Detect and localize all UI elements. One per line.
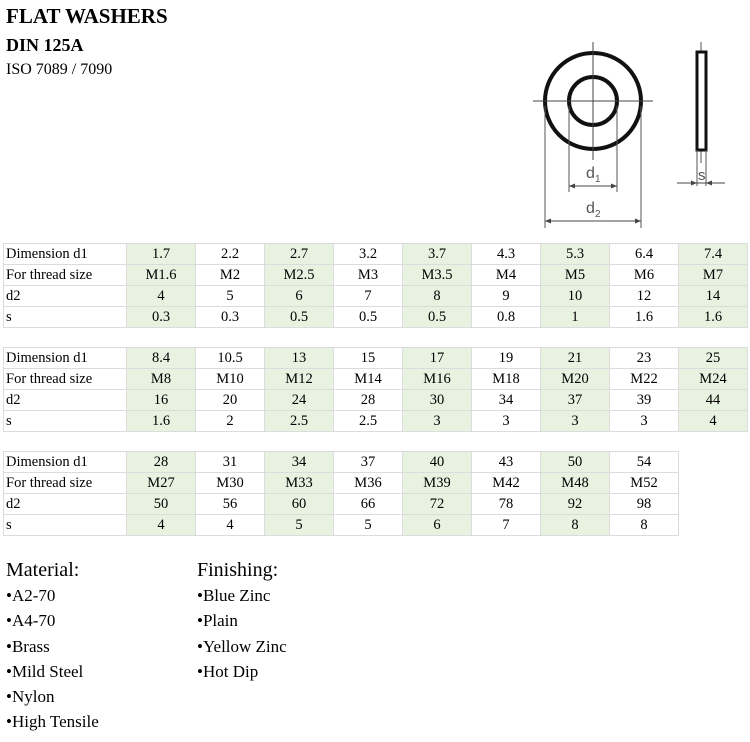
table-cell: 7: [334, 286, 403, 307]
table-cell: 54: [610, 452, 679, 473]
material-section: [6, 557, 99, 735]
row-label: Dimension d1: [4, 348, 127, 369]
table-row-thread-size: [4, 369, 748, 390]
table-row-d2: [4, 286, 748, 307]
d1-label: d: [586, 165, 595, 182]
list-item: • Nylon: [6, 684, 99, 709]
d1-subscript: 1: [595, 174, 601, 185]
table-cell: 66: [334, 494, 403, 515]
table-cell: 7.4: [679, 244, 748, 265]
table-cell: M39: [403, 473, 472, 494]
table-cell: 60: [265, 494, 334, 515]
table-cell: 4.3: [472, 244, 541, 265]
washer-diagram: [525, 38, 735, 228]
table-cell: 6: [403, 515, 472, 536]
size-table-1: [3, 243, 748, 328]
washer-side-view: [677, 42, 725, 186]
table-row-d2: [4, 494, 679, 515]
table-cell: M2: [196, 265, 265, 286]
s-label: s: [698, 167, 706, 184]
list-item: • Brass: [6, 634, 99, 659]
table-cell: 25: [679, 348, 748, 369]
table-cell: 20: [196, 390, 265, 411]
table-cell: 2.7: [265, 244, 334, 265]
table-cell: 21: [541, 348, 610, 369]
table-cell: 0.5: [403, 307, 472, 328]
table-cell: 6.4: [610, 244, 679, 265]
finishing-list: [197, 583, 287, 684]
table-cell: M4: [472, 265, 541, 286]
table-cell: 34: [265, 452, 334, 473]
table-row-thread-size: [4, 473, 679, 494]
list-item: • Plain: [197, 608, 287, 633]
row-label: Dimension d1: [4, 244, 127, 265]
table-cell: M8: [127, 369, 196, 390]
list-item: • Mild Steel: [6, 659, 99, 684]
table-cell: M24: [679, 369, 748, 390]
table-cell: 4: [196, 515, 265, 536]
table-cell: 15: [334, 348, 403, 369]
table-cell: 50: [541, 452, 610, 473]
table-cell: 3: [541, 411, 610, 432]
finishing-heading: Finishing:: [197, 559, 279, 581]
table-cell: M36: [334, 473, 403, 494]
table-cell: 8: [541, 515, 610, 536]
row-label: s: [4, 307, 127, 328]
size-table-3: [3, 451, 679, 536]
table-cell: 2.5: [334, 411, 403, 432]
table-cell: 72: [403, 494, 472, 515]
table-cell: M48: [541, 473, 610, 494]
table-cell: M7: [679, 265, 748, 286]
table-cell: M30: [196, 473, 265, 494]
table-cell: 0.8: [472, 307, 541, 328]
table-cell: 3: [403, 411, 472, 432]
table-cell: M22: [610, 369, 679, 390]
row-label: s: [4, 515, 127, 536]
table-cell: 31: [196, 452, 265, 473]
table-cell: 8: [610, 515, 679, 536]
table-cell: M14: [334, 369, 403, 390]
table-cell: 50: [127, 494, 196, 515]
table-cell: 14: [679, 286, 748, 307]
table-cell: 2: [196, 411, 265, 432]
table-row-s: [4, 411, 748, 432]
table-cell: 2.2: [196, 244, 265, 265]
standard-iso: ISO 7089 / 7090: [6, 61, 113, 78]
table-cell: 8.4: [127, 348, 196, 369]
table-cell: 5: [334, 515, 403, 536]
finishing-section: [197, 557, 287, 684]
table-cell: 6: [265, 286, 334, 307]
table-cell: 13: [265, 348, 334, 369]
table-cell: 5: [265, 515, 334, 536]
table-cell: 43: [472, 452, 541, 473]
table-cell: 44: [679, 390, 748, 411]
table-cell: M2.5: [265, 265, 334, 286]
list-item: • High Tensile: [6, 709, 99, 734]
table-cell: 37: [334, 452, 403, 473]
table-cell: 2.5: [265, 411, 334, 432]
material-heading: Material:: [6, 559, 80, 581]
table-cell: 1.6: [679, 307, 748, 328]
table-row-dimension-d1: [4, 244, 748, 265]
table-cell: M18: [472, 369, 541, 390]
table-cell: 24: [265, 390, 334, 411]
table-cell: M33: [265, 473, 334, 494]
list-item: • A2-70: [6, 583, 99, 608]
table-cell: 30: [403, 390, 472, 411]
table-cell: M6: [610, 265, 679, 286]
table-cell: 5: [196, 286, 265, 307]
table-cell: 28: [127, 452, 196, 473]
table-cell: 92: [541, 494, 610, 515]
table-cell: 17: [403, 348, 472, 369]
standard-din: DIN 125A: [6, 35, 84, 55]
table-cell: M3: [334, 265, 403, 286]
table-cell: M5: [541, 265, 610, 286]
table-cell: 0.5: [265, 307, 334, 328]
d2-label: d: [586, 200, 595, 217]
table-cell: 0.5: [334, 307, 403, 328]
table-cell: 23: [610, 348, 679, 369]
table-cell: M3.5: [403, 265, 472, 286]
table-cell: 40: [403, 452, 472, 473]
table-cell: 98: [610, 494, 679, 515]
row-label: For thread size: [4, 473, 127, 494]
table-cell: M10: [196, 369, 265, 390]
table-cell: 10: [541, 286, 610, 307]
table-cell: 5.3: [541, 244, 610, 265]
row-label: For thread size: [4, 265, 127, 286]
table-cell: 3.7: [403, 244, 472, 265]
table-row-d2: [4, 390, 748, 411]
table-cell: 3: [610, 411, 679, 432]
table-cell: 56: [196, 494, 265, 515]
table-cell: M20: [541, 369, 610, 390]
table-cell: M12: [265, 369, 334, 390]
table-row-s: [4, 515, 679, 536]
table-cell: 1.6: [127, 411, 196, 432]
page-title: FLAT WASHERS: [6, 4, 168, 28]
table-cell: M52: [610, 473, 679, 494]
row-label: Dimension d1: [4, 452, 127, 473]
size-table-2: [3, 347, 748, 432]
table-cell: 0.3: [196, 307, 265, 328]
d2-subscript: 2: [595, 209, 601, 220]
table-cell: 4: [127, 286, 196, 307]
table-cell: M1.6: [127, 265, 196, 286]
row-label: d2: [4, 494, 127, 515]
table-cell: 12: [610, 286, 679, 307]
table-cell: 37: [541, 390, 610, 411]
list-item: • Hot Dip: [197, 659, 287, 684]
table-cell: M42: [472, 473, 541, 494]
table-cell: 39: [610, 390, 679, 411]
table-row-thread-size: [4, 265, 748, 286]
table-cell: 4: [679, 411, 748, 432]
table-cell: 16: [127, 390, 196, 411]
table-cell: M16: [403, 369, 472, 390]
table-row-dimension-d1: [4, 452, 679, 473]
table-cell: 19: [472, 348, 541, 369]
table-row-dimension-d1: [4, 348, 748, 369]
list-item: • A4-70: [6, 608, 99, 633]
table-cell: 3.2: [334, 244, 403, 265]
list-item: • Blue Zinc: [197, 583, 287, 608]
table-cell: 34: [472, 390, 541, 411]
table-cell: 8: [403, 286, 472, 307]
table-cell: 1.7: [127, 244, 196, 265]
table-cell: 78: [472, 494, 541, 515]
row-label: s: [4, 411, 127, 432]
table-cell: 9: [472, 286, 541, 307]
table-cell: 7: [472, 515, 541, 536]
table-cell: 10.5: [196, 348, 265, 369]
table-cell: 1: [541, 307, 610, 328]
table-cell: M27: [127, 473, 196, 494]
material-list: [6, 583, 99, 735]
row-label: d2: [4, 286, 127, 307]
table-cell: 4: [127, 515, 196, 536]
row-label: For thread size: [4, 369, 127, 390]
table-cell: 28: [334, 390, 403, 411]
table-row-s: [4, 307, 748, 328]
row-label: d2: [4, 390, 127, 411]
list-item: • Yellow Zinc: [197, 634, 287, 659]
table-cell: 3: [472, 411, 541, 432]
table-cell: 1.6: [610, 307, 679, 328]
table-cell: 0.3: [127, 307, 196, 328]
